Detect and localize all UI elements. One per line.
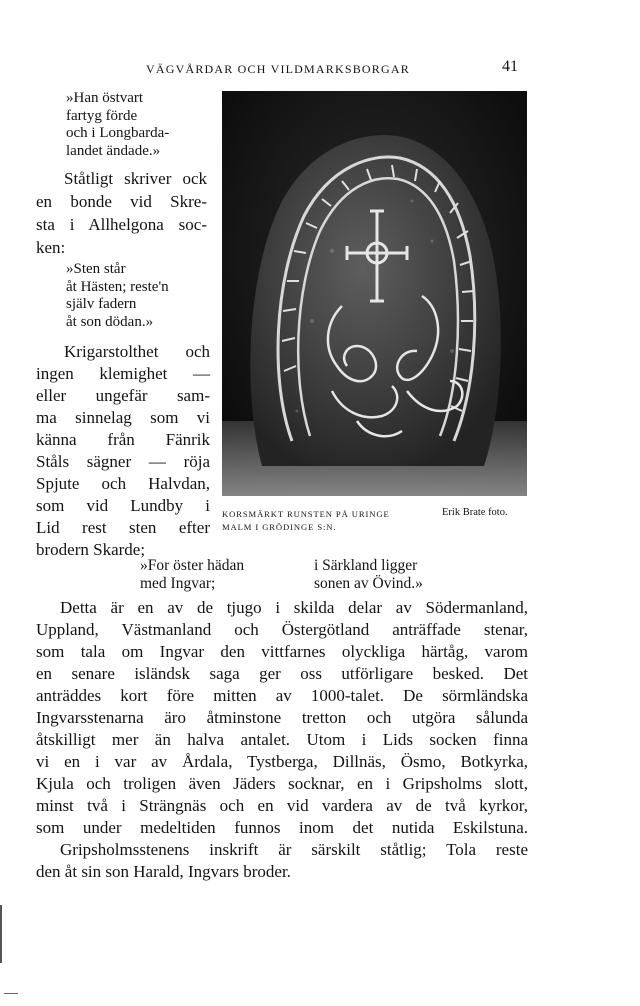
quote-line: åt Hästen; reste'n bbox=[66, 278, 169, 295]
scan-edge-mark bbox=[0, 905, 2, 963]
text-line: ken: bbox=[36, 238, 66, 257]
text-line: ma sinnelag som vi bbox=[36, 408, 210, 427]
paragraph-ingvar-stones bbox=[36, 597, 528, 839]
text-line: en senare isländsk saga ger oss utförligare besked. Det bbox=[36, 664, 528, 683]
quote-line: och i Longbarda- bbox=[66, 125, 170, 141]
quote-line: landet ändade.» bbox=[66, 142, 161, 159]
quote-line: själv fadern bbox=[66, 296, 137, 312]
quote-line: fartyg förde bbox=[66, 107, 138, 124]
text-line: Lid rest sten efter bbox=[36, 518, 210, 537]
verse-left bbox=[140, 557, 244, 593]
text-line: vi en i var av Årdala, Tystberga, Dillnäs, Ösmo, Botkyrka, bbox=[36, 752, 528, 771]
paragraph-statligt bbox=[36, 167, 207, 259]
caption-line: KORSMÄRKT RUNSTEN PÅ URINGE bbox=[222, 509, 390, 519]
running-header: VÄGVÅRDAR OCH VILDMARKSBORGAR bbox=[146, 62, 410, 76]
text-line: som tala om Ingvar den vittfarnes olyckliga härtåg, varom bbox=[36, 642, 528, 661]
paragraph-gripsholm bbox=[36, 839, 528, 883]
photo-credit: Erik Brate foto. bbox=[442, 507, 508, 518]
text-line: Gripsholmsstenens inskrift är särskilt ståtlig; Tola reste bbox=[60, 840, 528, 859]
verse-line: sonen av Övind.» bbox=[314, 575, 423, 592]
text-line: ingen klemighet — bbox=[36, 364, 210, 383]
caption-line: MALM I GRÖDINGE S:N. bbox=[222, 522, 337, 532]
quote-sten-star bbox=[66, 261, 206, 331]
text-line: brodern Skarde; bbox=[36, 540, 146, 559]
scan-edge-mark bbox=[4, 993, 18, 994]
text-line: Ståtligt skriver ock bbox=[64, 169, 207, 188]
text-line: som under medeltiden funnos inom det nutida Eskilstuna. bbox=[36, 818, 528, 837]
text-line: en bonde vid Skre- bbox=[36, 192, 207, 211]
verse-line: med Ingvar; bbox=[140, 575, 216, 592]
text-line: Ståls sägner — röja bbox=[36, 452, 210, 471]
text-line: anträddes kort före mitten av 1000-talet. De sörmländska bbox=[36, 686, 528, 705]
text-line: sta i Allhelgona soc- bbox=[36, 215, 207, 234]
text-line: minst två i Strängnäs och en vid vardera av de två kyrkor, bbox=[36, 796, 528, 815]
figure-caption bbox=[222, 508, 390, 534]
text-line: Kjula och troligen även Jäders socknar, en i Gripsholms slott, bbox=[36, 774, 528, 793]
verse-line: »For öster hädan bbox=[140, 557, 245, 574]
paragraph-krigarstolthet bbox=[36, 341, 210, 561]
page-number: 41 bbox=[502, 58, 518, 75]
runestone-photo bbox=[222, 91, 527, 496]
text-line: eller ungefär sam- bbox=[36, 386, 210, 405]
text-line: Uppland, Västmanland och Östergötland anträffade stenar, bbox=[36, 620, 528, 639]
text-line: som vid Lundby i bbox=[36, 496, 210, 515]
quote-line: åt son dödan.» bbox=[66, 313, 154, 330]
text-line: känna från Fänrik bbox=[36, 430, 210, 449]
text-line: Spjute och Halvdan, bbox=[36, 474, 210, 493]
text-line: åtskilligt mer än halva antalet. Utom i Lids socken finna bbox=[36, 730, 528, 749]
quote-han-ostvart bbox=[66, 90, 186, 160]
quote-line: »Han östvart bbox=[66, 90, 144, 106]
text-line: Detta är en av de tjugo i skilda delar av Södermanland, bbox=[60, 598, 528, 617]
quote-line: »Sten står bbox=[66, 261, 126, 277]
text-line: den åt sin son Harald, Ingvars broder. bbox=[36, 862, 291, 881]
text-line: Krigarstolthet och bbox=[64, 342, 210, 361]
text-line: Ingvarsstenarna äro åtminstone tretton och utgöra sålunda bbox=[36, 708, 528, 727]
verse-line: i Särkland ligger bbox=[314, 557, 418, 574]
verse-right bbox=[314, 557, 423, 593]
